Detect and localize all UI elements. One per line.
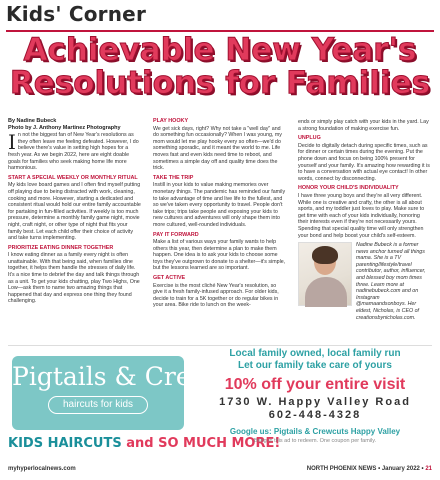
footer-issue: [307, 466, 432, 472]
ad-tagline: [8, 436, 281, 451]
paragraph-active-cont: ends or simply play catch with your kids in the yard. Lay a strong foundation of making exercise fun.: [298, 119, 429, 132]
footer-issue-text: NORTH PHOENIX NEWS • January 2022 •: [306, 466, 424, 472]
paragraph-trip: Instill in your kids to value making memories over monetary things. The pandemic has reminded our family to take advantage of time and live life to the fullest, and so we've taken every opportunity to travel. People don't take trips; trips take people and exposing your kids to new cultures and adventures will only shape them into more cultured, well-rounded individuals.: [153, 182, 286, 228]
subhead-unplug: UNPLUG: [298, 135, 321, 142]
ad-line-1: Local family owned, local family run: [229, 348, 401, 359]
subhead-ritual: START A SPECIAL WEEKLY OR MONTHLY RITUAL: [8, 174, 138, 181]
ad-details: [198, 348, 432, 463]
headline-line-1: Achievable New Year's: [23, 32, 417, 68]
subhead-forward: PAY IT FORWARD: [153, 231, 199, 238]
paragraph-unplug: Decide to digitally detach during specific times, such as for dinner or certain times during the evening. Put the phone down and focus on being 100% present for yourself and your family. It's amazing how rewarding it is to have a conversation with actual eye contact! In other words, connect by disconnecting.: [298, 142, 430, 182]
article-column-2: [153, 118, 286, 340]
subhead-trip: TAKE THE TRIP: [153, 174, 194, 181]
footer-site: myhyperlocalnews.com: [8, 466, 76, 472]
brand-logo: Pigtails & Crewcuts: [12, 362, 265, 391]
drop-cap: I: [8, 130, 16, 155]
paragraph-forward: Make a list of various ways your family wants to help others this year, then determine a plan to make them happen. One idea is to ask your kids to choose some toys they've outgrown to donate to a shelter—it's simple, but the lessons learned are so important.: [153, 239, 286, 272]
ad-address: 1730 W. Happy Valley Road: [219, 396, 411, 408]
paragraph-hooky: We get sick days, right? Why not take a "well day" and do something fun occasionally? When I was young, my mom would let me play hooky every so often—we'd do something sporadic, and it meant the world to me. Life moves fast and even kids need time to reboot, and sometimes a simple day off and quality time does the trick.: [153, 125, 282, 172]
ad-phone: 602-448-4328: [268, 409, 362, 421]
subhead-dinner: PRIORITIZE EATING DINNER TOGETHER: [8, 244, 114, 251]
intro-text: n not the biggest fan of New Year's resolutions as they often leave me feeling defeated. However, I do believe there's value in setting high hopes for a fresh year. As we begin 2022, here are eight doable goals for families who seek making home life more harmonious.: [8, 132, 139, 172]
article-column-1: [8, 118, 141, 340]
ad-tagline-a: KIDS HAIRCUTS: [8, 436, 122, 451]
subhead-individuality: HONOR YOUR CHILD'S INDIVIDUALITY: [298, 185, 399, 192]
author-photo: [298, 242, 352, 306]
article-body: [8, 118, 432, 340]
paragraph-dinner: I know eating dinner as a family every night is often unattainable. With that being said, when families dine together, it helps them handle the stresses of daily life. It's a nice time to debrief the day and talk things through as a unit. To get your kids chatting, play Two Highs, One Low—ask them to name two amazing things that happened that day and express one thing they found challenging.: [8, 252, 140, 305]
subhead-hooky: PLAY HOOKY: [153, 118, 189, 124]
article-headline: [6, 34, 434, 99]
paragraph-individuality: I have three young boys and they're all very different. While one is creative and crafty, the other is all about sports, and my toddler just loves to play. Make sure to get time with each of your kids individually, honoring their interests even if they're not necessarily yours. Spending that special quality time will only strengthen your bond and help boost your child's self-esteem.: [298, 192, 425, 239]
subhead-active: GET ACTIVE: [153, 275, 186, 282]
intro-paragraph: [8, 132, 141, 172]
paragraph-active: Exercise is the most cliché New Year's resolution, so give it a fresh family-infused approach. For older kids, decide to train for a 5K together or do regular bikes in your area. Bike ride to lunch on the week-: [153, 282, 279, 309]
byline-author: By Nadine Bubeck: [8, 118, 57, 124]
ad-tagline-b: and SO MUCH MORE!: [126, 436, 281, 451]
section-label: Kids' Corner: [6, 2, 147, 26]
ad-logo-area: [8, 348, 281, 463]
headline-line-2: Resolutions for Families: [9, 64, 431, 101]
author-bio: [298, 242, 431, 321]
photo-credit: Photo by J. Anthony Martinez Photography: [8, 124, 121, 131]
ad-google-line: Google us: Pigtails & Crewcuts Happy Valley: [229, 427, 401, 436]
page-number: 21: [425, 466, 432, 472]
ad-coupon-note: Bring in this ad to redeem. One coupon per family.: [253, 438, 377, 444]
ad-line-2: Let our family take care of yours: [238, 360, 392, 371]
author-bio-text: Nadine Bubeck is a former news anchor turned all things mama. She is a TV parenting/lifestyle/travel contributor, author, influencer, and blessed boy mom times three. Learn more at nadinebubeck.com and on Instagram @mamaandsonboys. Her eldest, Nicholas, is CEO of creationsbynicholas.com.: [356, 242, 426, 321]
ad-promo: 10% off your entire visit: [224, 376, 406, 393]
article-column-3: [298, 118, 431, 340]
advertisement: [8, 345, 432, 464]
brand-logo-subtitle: haircuts for kids: [48, 396, 148, 414]
paragraph-ritual: My kids love board games and I often find myself putting off playing due to being distracted with work, cleaning, cooking and more. However, starting a dedicated and consistent ritual would hold our entire family accountable for partaking in fun-filled activities. If weekly is too much pressure, determine a monthly family game night, movie night, craft night, or other type of night that fits your family best. Let each child offer their choice of activity and take turns implementing.: [8, 182, 141, 242]
